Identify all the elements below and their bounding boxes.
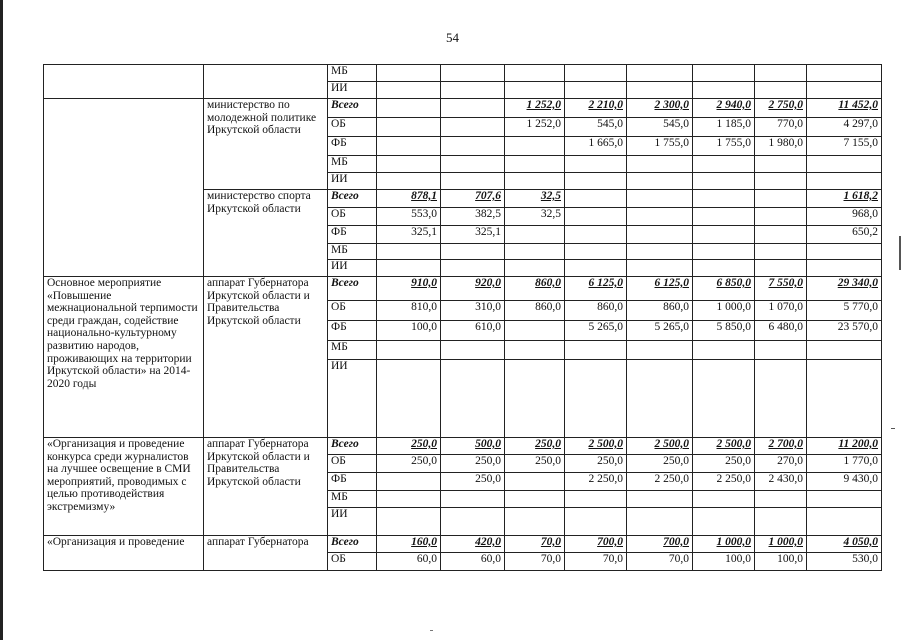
description-cell-continued [44,65,204,99]
value-cell: 6 850,0 [693,277,755,301]
value-cell: 2 250,0 [627,473,693,491]
value-cell: 250,0 [377,438,441,455]
value-cell [565,208,627,226]
value-cell [505,508,565,536]
value-cell: 2 300,0 [627,99,693,118]
value-cell [441,137,505,156]
value-cell [693,82,755,99]
value-cell [693,508,755,536]
agency-cell: аппарат Губернатора [204,536,328,571]
value-cell [693,156,755,173]
value-cell [627,82,693,99]
value-cell [693,208,755,226]
value-cell [441,244,505,260]
value-cell: 250,0 [505,455,565,473]
value-cell [693,260,755,277]
value-cell [441,65,505,82]
value-cell [807,244,882,260]
agency-cell: аппарат Губернатора Иркутской области и Правительства Иркутской области [204,277,328,438]
fund-label: ФБ [328,321,377,341]
description-cell: «Организация и проведение [44,536,204,571]
fund-label: ИИ [328,508,377,536]
value-cell: 100,0 [693,553,755,571]
value-cell [377,244,441,260]
value-cell [377,99,441,118]
value-cell: 1 980,0 [755,137,807,156]
value-cell [627,156,693,173]
value-cell: 250,0 [505,438,565,455]
value-cell [693,341,755,360]
value-cell [505,260,565,277]
value-cell: 250,0 [441,455,505,473]
value-cell: 6 125,0 [627,277,693,301]
value-cell: 9 430,0 [807,473,882,491]
value-cell [755,156,807,173]
value-cell [377,473,441,491]
value-cell [565,156,627,173]
fund-label: МБ [328,341,377,360]
value-cell [441,341,505,360]
value-cell [441,260,505,277]
value-cell [505,173,565,190]
fund-label: МБ [328,244,377,260]
value-cell: 1 252,0 [505,118,565,137]
value-cell [377,65,441,82]
value-cell: 6 125,0 [565,277,627,301]
value-cell [441,491,505,508]
value-cell [807,360,882,438]
value-cell: 2 210,0 [565,99,627,118]
value-cell [627,244,693,260]
value-cell [505,82,565,99]
page-number: 54 [446,30,459,45]
value-cell: 70,0 [505,553,565,571]
fund-label: ОБ [328,301,377,321]
fund-label: МБ [328,65,377,82]
fund-label: Всего [328,438,377,455]
value-cell: 650,2 [807,226,882,244]
value-cell [565,260,627,277]
value-cell: 7 550,0 [755,277,807,301]
value-cell [377,491,441,508]
value-cell: 60,0 [377,553,441,571]
value-cell [565,244,627,260]
value-cell: 310,0 [441,301,505,321]
value-cell [377,173,441,190]
value-cell [565,173,627,190]
value-cell [505,473,565,491]
value-cell [627,491,693,508]
budget-table [43,64,882,571]
value-cell [693,360,755,438]
value-cell: 860,0 [505,277,565,301]
value-cell: 920,0 [441,277,505,301]
value-cell [565,190,627,208]
value-cell: 4 050,0 [807,536,882,553]
description-cell: Основное мероприятие «Повышение межнациональной терпимости среди граждан, содействие национально-культурному развитию народов, проживающих на территории Иркутской области» на 2014-2020 годы [44,277,204,438]
fund-label: ИИ [328,360,377,438]
value-cell: 250,0 [565,455,627,473]
agency-cell: министерство спорта Иркутской области [204,190,328,277]
value-cell [505,244,565,260]
value-cell [807,173,882,190]
value-cell: 1 000,0 [755,536,807,553]
value-cell: 1 755,0 [693,137,755,156]
value-cell: 382,5 [441,208,505,226]
fund-label: Всего [328,277,377,301]
value-cell: 2 500,0 [565,438,627,455]
value-cell [627,226,693,244]
table-row [44,99,882,118]
value-cell: 70,0 [565,553,627,571]
value-cell: 1 755,0 [627,137,693,156]
value-cell [377,360,441,438]
value-cell [505,137,565,156]
value-cell [755,65,807,82]
value-cell [627,360,693,438]
scan-mark-bottom [430,630,433,631]
value-cell: 6 480,0 [755,321,807,341]
agency-cell: аппарат Губернатора Иркутской области и Правительства Иркутской области [204,438,328,536]
value-cell: 250,0 [441,473,505,491]
value-cell [693,244,755,260]
value-cell: 325,1 [441,226,505,244]
value-cell: 160,0 [377,536,441,553]
value-cell: 1 000,0 [693,301,755,321]
value-cell [807,65,882,82]
value-cell: 553,0 [377,208,441,226]
value-cell: 5 265,0 [627,321,693,341]
value-cell [505,321,565,341]
value-cell: 70,0 [627,553,693,571]
scan-edge-right [899,236,901,270]
value-cell [565,360,627,438]
value-cell: 420,0 [441,536,505,553]
value-cell: 1 000,0 [693,536,755,553]
value-cell [505,341,565,360]
value-cell: 23 570,0 [807,321,882,341]
value-cell: 325,1 [377,226,441,244]
value-cell [807,341,882,360]
value-cell [377,137,441,156]
fund-label: ИИ [328,82,377,99]
value-cell: 11 452,0 [807,99,882,118]
value-cell [441,508,505,536]
value-cell: 1 770,0 [807,455,882,473]
value-cell: 11 200,0 [807,438,882,455]
value-cell [627,65,693,82]
value-cell: 2 750,0 [755,99,807,118]
value-cell [693,190,755,208]
value-cell [505,491,565,508]
value-cell [377,118,441,137]
value-cell [565,508,627,536]
value-cell: 545,0 [565,118,627,137]
value-cell [693,173,755,190]
table-row [44,277,882,301]
value-cell [807,260,882,277]
value-cell: 610,0 [441,321,505,341]
value-cell: 250,0 [627,455,693,473]
value-cell: 2 940,0 [693,99,755,118]
fund-label: Всего [328,190,377,208]
value-cell [807,82,882,99]
table-row [44,65,882,82]
value-cell: 770,0 [755,118,807,137]
value-cell [627,173,693,190]
value-cell: 32,5 [505,208,565,226]
value-cell [627,508,693,536]
value-cell [755,260,807,277]
value-cell [505,226,565,244]
fund-label: ОБ [328,118,377,137]
value-cell: 250,0 [693,455,755,473]
value-cell [505,156,565,173]
value-cell [505,65,565,82]
value-cell: 7 155,0 [807,137,882,156]
value-cell [565,65,627,82]
scan-edge-left [0,0,3,640]
value-cell [627,190,693,208]
value-cell: 860,0 [627,301,693,321]
fund-label: Всего [328,536,377,553]
value-cell: 700,0 [565,536,627,553]
value-cell [755,82,807,99]
value-cell [755,508,807,536]
value-cell: 2 500,0 [627,438,693,455]
value-cell [627,260,693,277]
value-cell: 1 618,2 [807,190,882,208]
fund-label: МБ [328,491,377,508]
value-cell: 100,0 [755,553,807,571]
value-cell: 2 250,0 [693,473,755,491]
value-cell: 545,0 [627,118,693,137]
value-cell [755,208,807,226]
value-cell: 1 185,0 [693,118,755,137]
value-cell: 70,0 [505,536,565,553]
value-cell: 250,0 [377,455,441,473]
value-cell: 1 252,0 [505,99,565,118]
fund-label: ФБ [328,226,377,244]
value-cell: 2 430,0 [755,473,807,491]
value-cell: 5 850,0 [693,321,755,341]
value-cell: 60,0 [441,553,505,571]
description-cell [44,99,204,277]
value-cell [693,65,755,82]
agency-cell: министерство по молодежной политике Иркутской области [204,99,328,190]
scan-mark-right [891,428,895,429]
value-cell [441,156,505,173]
value-cell [377,82,441,99]
value-cell [377,508,441,536]
value-cell [755,360,807,438]
value-cell [565,82,627,99]
table-row [44,536,882,553]
value-cell: 5 265,0 [565,321,627,341]
value-cell: 1 665,0 [565,137,627,156]
value-cell: 2 500,0 [693,438,755,455]
value-cell: 910,0 [377,277,441,301]
fund-label: ОБ [328,208,377,226]
value-cell [807,508,882,536]
value-cell [441,173,505,190]
value-cell [627,341,693,360]
value-cell: 5 770,0 [807,301,882,321]
value-cell [565,226,627,244]
value-cell [807,156,882,173]
value-cell [441,360,505,438]
value-cell: 968,0 [807,208,882,226]
value-cell [441,82,505,99]
agency-cell-continued [204,65,328,99]
value-cell [565,491,627,508]
value-cell: 878,1 [377,190,441,208]
value-cell [755,341,807,360]
value-cell [755,226,807,244]
fund-label: МБ [328,156,377,173]
value-cell: 4 297,0 [807,118,882,137]
value-cell [377,341,441,360]
fund-label: ОБ [328,455,377,473]
value-cell: 860,0 [505,301,565,321]
value-cell: 2 250,0 [565,473,627,491]
value-cell: 700,0 [627,536,693,553]
value-cell: 29 340,0 [807,277,882,301]
value-cell [377,156,441,173]
value-cell [441,99,505,118]
value-cell: 100,0 [377,321,441,341]
value-cell [755,173,807,190]
value-cell: 270,0 [755,455,807,473]
value-cell [627,208,693,226]
value-cell: 1 070,0 [755,301,807,321]
description-cell: «Организация и проведение конкурса среди журналистов на лучшее освещение в СМИ мероприятий, проводимых с целью противодействия экстремизму» [44,438,204,536]
value-cell: 810,0 [377,301,441,321]
value-cell [441,118,505,137]
fund-label: ФБ [328,473,377,491]
fund-label: Всего [328,99,377,118]
value-cell [807,491,882,508]
value-cell: 860,0 [565,301,627,321]
value-cell: 2 700,0 [755,438,807,455]
value-cell [755,190,807,208]
value-cell [693,491,755,508]
value-cell [755,491,807,508]
fund-label: ОБ [328,553,377,571]
value-cell [755,244,807,260]
fund-label: ИИ [328,260,377,277]
value-cell: 500,0 [441,438,505,455]
value-cell: 32,5 [505,190,565,208]
value-cell: 707,6 [441,190,505,208]
table-row [44,438,882,455]
value-cell [377,260,441,277]
fund-label: ФБ [328,137,377,156]
value-cell [693,226,755,244]
value-cell [505,360,565,438]
value-cell: 530,0 [807,553,882,571]
fund-label: ИИ [328,173,377,190]
value-cell [565,341,627,360]
